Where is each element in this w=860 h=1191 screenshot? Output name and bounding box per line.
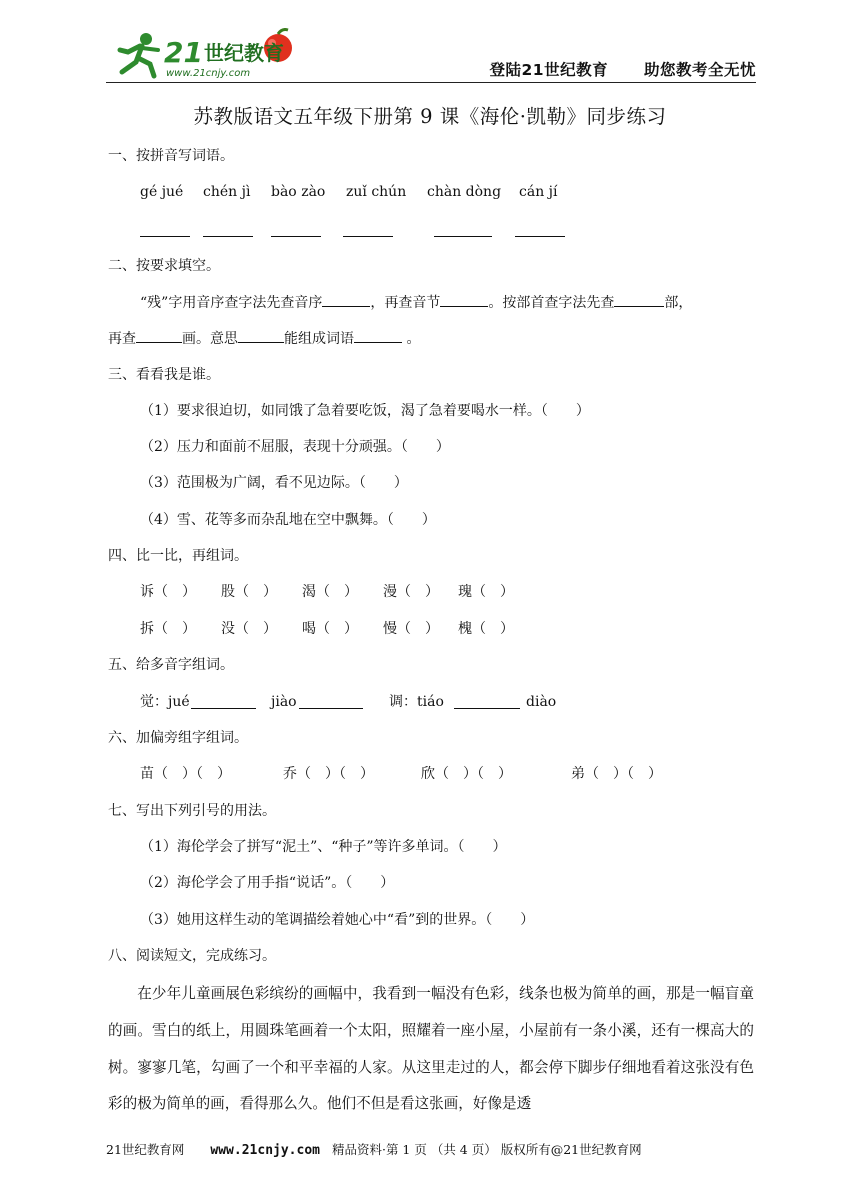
compare-item[interactable]: 漫（ ）	[383, 584, 439, 600]
list-item[interactable]: （1）海伦学会了拼写“泥土”、“种子”等许多单词。（ ）	[140, 839, 507, 855]
answer-blank[interactable]	[343, 222, 393, 237]
polyphone-label: 觉：jué	[140, 694, 190, 710]
reading-passage: 在少年儿童画展色彩缤纷的画幅中，我看到一幅没有色彩，线条也极为简单的画，那是一幅盲童的画。雪白的纸上，用圆珠笔画着一个太阳，照耀着一座小屋，小屋前有一条小溪，还有一棵高大的树。寥寥几笔，勾画了一个和平幸福的人家。从这里走过的人，都会停下脚步仔细地看着这张没有色彩的极为简单的画，看得那么久。他们不但是看这张画，好像是透	[108, 985, 754, 1113]
answer-blanks-row	[140, 222, 570, 238]
pinyin-item: chén jì	[203, 184, 251, 200]
compare-item[interactable]: 没（ ）	[221, 621, 277, 637]
footer-url[interactable]: www.21cnjy.com	[210, 1143, 320, 1158]
fill-line-2	[108, 328, 420, 349]
runner-icon	[120, 33, 158, 76]
compare-item[interactable]: 股（ ）	[221, 584, 277, 600]
site-logo[interactable]	[106, 28, 316, 80]
section-3-heading: 三、看看我是谁。	[108, 367, 220, 383]
slogan-tagline: 助您教考全无忧	[643, 61, 756, 79]
answer-blank[interactable]	[440, 292, 488, 307]
footer-page-info: 精品资料·第 1 页 （共 4 页） 版权所有@21世纪教育网	[331, 1142, 642, 1157]
compare-row-2	[140, 619, 540, 639]
compare-item[interactable]: 槐（ ）	[458, 621, 514, 637]
fill-text: 。	[402, 331, 421, 347]
answer-blank[interactable]	[434, 222, 492, 237]
answer-blank[interactable]	[136, 328, 182, 343]
answer-blank[interactable]	[299, 694, 363, 709]
logo-number: 21	[164, 36, 203, 69]
answer-blank[interactable]	[238, 328, 284, 343]
slogan-login[interactable]: 登陆21世纪教育	[489, 61, 609, 79]
fill-text: 。按部首查字法先查	[488, 295, 615, 311]
compare-item[interactable]: 诉（ ）	[140, 584, 196, 600]
compare-item[interactable]: 拆（ ）	[140, 621, 196, 637]
logo-name: 世纪教育	[204, 41, 284, 65]
footer-site: 21世纪教育网	[106, 1142, 185, 1157]
list-item[interactable]: （2）海伦学会了用手指“说话”。（ ）	[140, 875, 395, 891]
fill-text: “残”字用音序查字法先查音序	[140, 295, 323, 311]
page-footer	[106, 1140, 642, 1158]
polyphone-label: jiào	[271, 694, 297, 710]
page-header	[106, 28, 756, 84]
radical-item[interactable]: 苗（ ）（ ）	[140, 766, 231, 782]
compare-item[interactable]: 渴（ ）	[302, 584, 358, 600]
radical-item[interactable]: 欣（ ）（ ）	[421, 766, 512, 782]
section-2-heading: 二、按要求填空。	[108, 258, 220, 274]
section-4-heading: 四、比一比，再组词。	[108, 548, 248, 564]
list-item[interactable]: （3）她用这样生动的笔调描绘着她心中“看”到的世界。（ ）	[140, 912, 535, 928]
polyphone-row	[140, 692, 610, 712]
fill-text: 画。意思	[182, 331, 238, 347]
fill-text: 再查	[108, 331, 136, 347]
fill-line-1	[140, 292, 692, 313]
radical-row	[140, 764, 720, 784]
compare-item[interactable]: 喝（ ）	[302, 621, 358, 637]
radical-item[interactable]: 弟（ ）（ ）	[571, 766, 662, 782]
compare-item[interactable]: 瑰（ ）	[458, 584, 514, 600]
section-6-heading: 六、加偏旁组字组词。	[108, 730, 248, 746]
list-item[interactable]: （3）范围极为广阔，看不见边际。（ ）	[140, 475, 408, 491]
pinyin-item: bào zào	[271, 184, 326, 200]
list-item[interactable]: （4）雪、花等多而杂乱地在空中飘舞。（ ）	[140, 512, 436, 528]
polyphone-label: diào	[526, 694, 557, 710]
answer-blank[interactable]	[454, 694, 520, 709]
pinyin-item: zuǐ chún	[346, 184, 407, 200]
logo-url: www.21cnjy.com	[166, 68, 251, 79]
fill-text: 部，	[664, 295, 693, 311]
section-7-heading: 七、写出下列引号的用法。	[108, 803, 276, 819]
pinyin-item: gé jué	[140, 184, 184, 200]
header-slogan	[490, 58, 757, 80]
fill-text: ，再查音节	[370, 295, 441, 311]
logo-graphic	[106, 28, 316, 80]
pinyin-item: chàn dòng	[427, 184, 502, 200]
answer-blank[interactable]	[271, 222, 321, 237]
header-divider	[106, 82, 756, 83]
pinyin-item: cán jí	[519, 184, 558, 200]
polyphone-label: 调：tiáo	[389, 694, 444, 710]
answer-blank[interactable]	[140, 222, 190, 237]
answer-blank[interactable]	[515, 222, 565, 237]
answer-blank[interactable]	[354, 328, 402, 343]
list-item[interactable]: （2）压力和面前不屈服，表现十分顽强。（ ）	[140, 439, 450, 455]
section-8-heading: 八、阅读短文，完成练习。	[108, 948, 276, 964]
compare-row-1	[140, 582, 540, 602]
list-item[interactable]: （1）要求很迫切，如同饿了急着要吃饭，渴了急着要喝水一样。（ ）	[140, 403, 590, 419]
radical-item[interactable]: 乔（ ）（ ）	[283, 766, 374, 782]
answer-blank[interactable]	[191, 694, 256, 709]
answer-blank[interactable]	[203, 222, 253, 237]
section-1-heading: 一、按拼音写词语。	[108, 148, 234, 164]
compare-item[interactable]: 慢（ ）	[383, 621, 439, 637]
section-5-heading: 五、给多音字组词。	[108, 657, 234, 673]
answer-blank[interactable]	[614, 292, 664, 307]
answer-blank[interactable]	[322, 292, 370, 307]
fill-text: 能组成词语	[284, 331, 354, 347]
page-title: 苏教版语文五年级下册第 9 课《海伦·凯勒》同步练习	[193, 105, 667, 128]
